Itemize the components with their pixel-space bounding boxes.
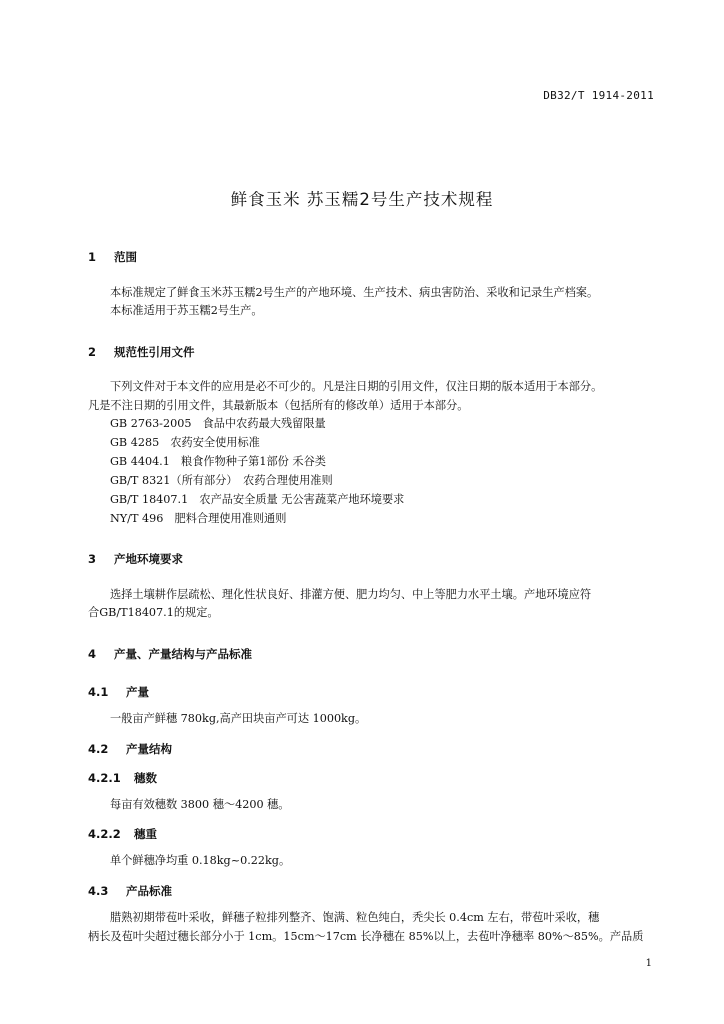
section-title: 产量结构 [126,742,173,756]
section-4-3-paragraph-line-1: 腊熟初期带苞叶采收，鲜穗子粒排列整齐、饱满、粒色纯白，秃尖长 0.4cm 左右，带苞叶采收，穗 [110,911,600,924]
section-4-2-2-paragraph: 单个鲜穗净均重 0.18kg~0.22kg。 [110,854,291,867]
section-2-paragraph-line-2: 凡是不注日期的引用文件，其最新版本（包括所有的修改单）适用于本部分。 [88,399,469,412]
section-title: 穗重 [134,827,158,841]
section-4-2-2-heading [88,826,157,842]
section-4-heading [88,646,252,662]
section-number: 1 [88,250,97,264]
section-number: 4.2.2 [88,827,121,841]
reference-item: GB 4404.1 粮食作物种子第1部份 禾谷类 [110,455,326,468]
section-title: 规范性引用文件 [114,345,195,359]
section-title: 产地环境要求 [114,552,184,566]
section-number: 4.3 [88,884,109,898]
section-1-paragraph-2: 本标准适用于苏玉糯2号生产。 [110,304,263,317]
section-4-2-heading [88,741,172,757]
section-4-1-heading [88,684,149,700]
reference-item: GB 2763-2005 食品中农药最大残留限量 [110,417,326,430]
section-number: 4 [88,647,97,661]
reference-item: NY/T 496 肥料合理使用准则通则 [110,512,287,525]
section-2-heading [88,344,195,360]
section-title: 产量 [126,685,150,699]
section-number: 4.1 [88,685,109,699]
section-number: 4.2.1 [88,771,121,785]
reference-item: GB/T 8321（所有部分） 农药合理使用准则 [110,474,333,487]
section-4-3-paragraph-line-2: 柄长及苞叶尖超过穗长部分小于 1cm。15cm～17cm 长净穗在 85%以上，去苞叶净穗率 80%～85%。产品质 [88,930,644,943]
reference-item: GB/T 18407.1 农产品安全质量 无公害蔬菜产地环境要求 [110,493,405,506]
page-number: 1 [645,958,652,969]
section-4-2-1-paragraph: 每亩有效穗数 3800 穗～4200 穗。 [110,798,290,811]
section-1-heading [88,249,137,265]
reference-item: GB 4285 农药安全使用标准 [110,436,260,449]
section-title: 范围 [114,250,138,264]
section-title: 产品标准 [126,884,173,898]
section-number: 2 [88,345,97,359]
section-number: 4.2 [88,742,109,756]
section-title: 穗数 [134,771,158,785]
section-4-2-1-heading [88,770,157,786]
section-title: 产量、产量结构与产品标准 [114,647,253,661]
section-4-1-paragraph: 一般亩产鲜穗 780kg,高产田块亩产可达 1000kg。 [110,712,367,725]
document-title: 鲜食玉米 苏玉糯2号生产技术规程 [230,190,494,209]
section-3-paragraph-line-2: 合GB/T18407.1的规定。 [88,606,219,619]
standard-code: DB32/T 1914-2011 [543,89,654,102]
section-2-paragraph-line-1: 下列文件对于本文件的应用是必不可少的。凡是注日期的引用文件，仅注日期的版本适用于本部分。 [110,380,603,393]
section-3-heading [88,551,183,567]
section-4-3-heading [88,883,172,899]
section-1-paragraph-1: 本标准规定了鲜食玉米苏玉糯2号生产的产地环境、生产技术、病虫害防治、采收和记录生产档案。 [110,286,599,299]
section-3-paragraph-line-1: 选择土壤耕作层疏松、理化性状良好、排灌方便、肥力均匀、中上等肥力水平土壤。产地环境应符 [110,588,592,601]
section-number: 3 [88,552,97,566]
